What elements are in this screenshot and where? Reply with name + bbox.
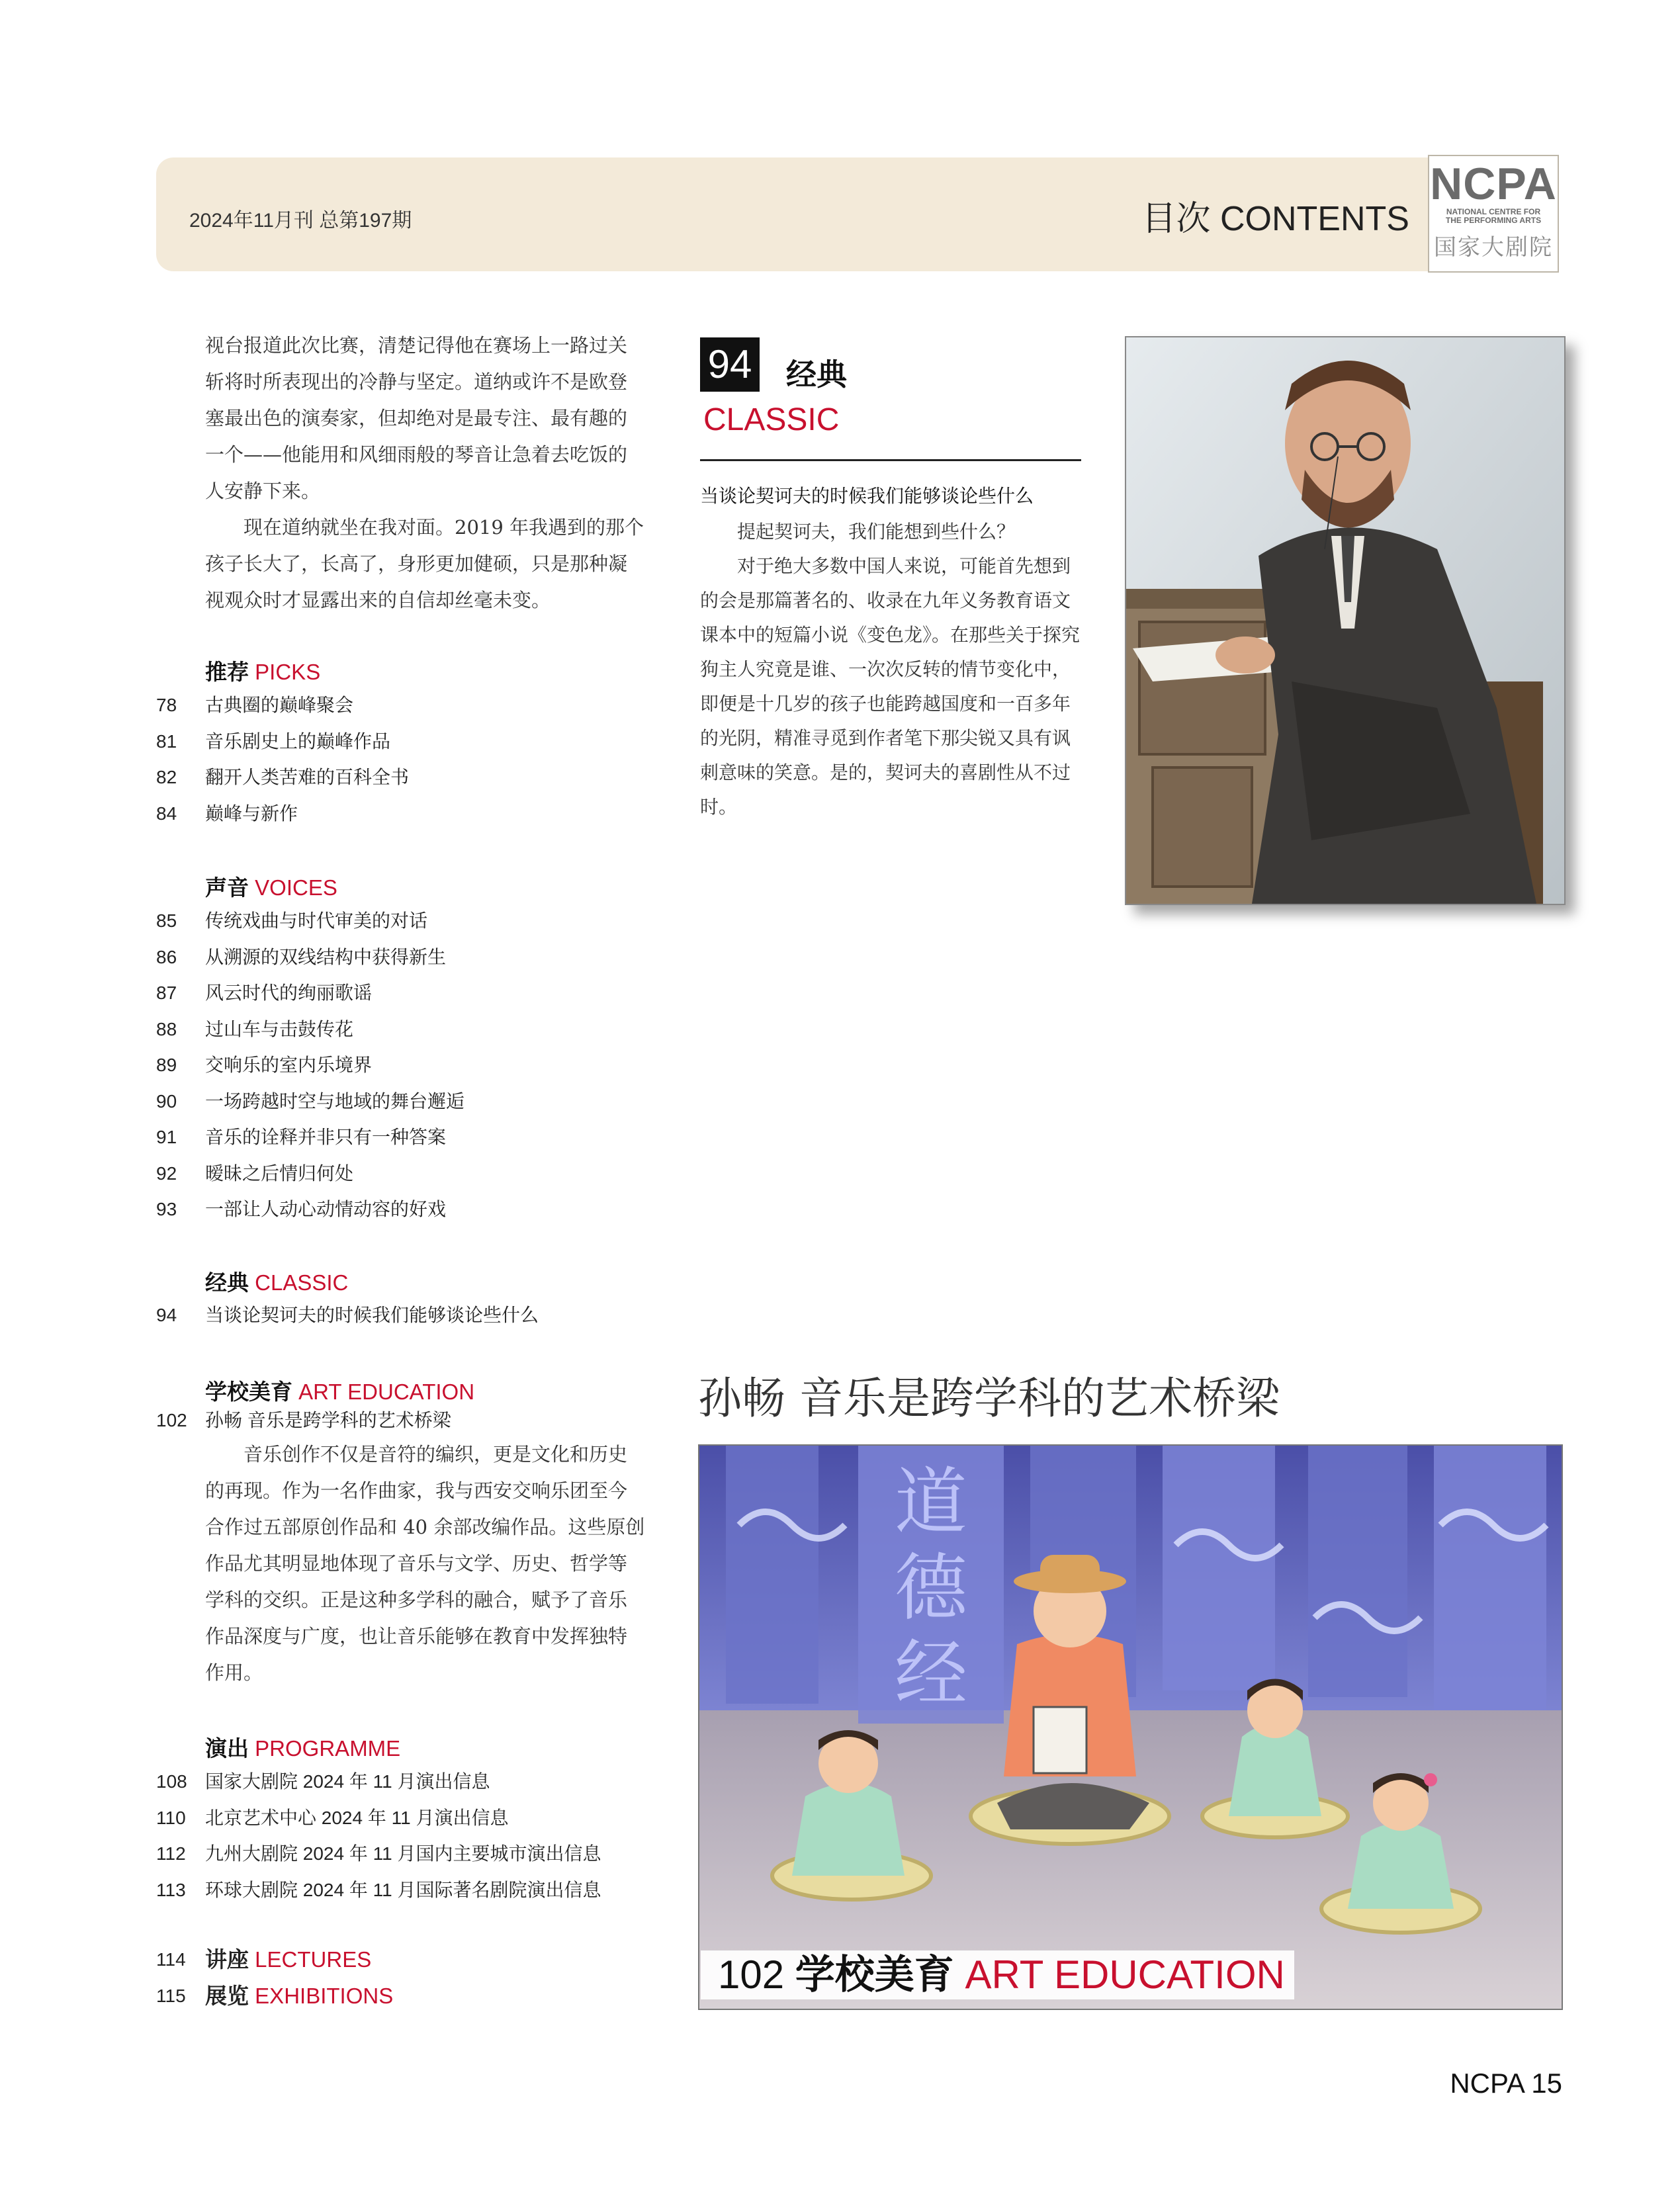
toc-item[interactable]	[156, 1119, 464, 1156]
section-heading-voices	[205, 871, 337, 902]
toc-item-exhibitions[interactable]	[156, 1978, 393, 2014]
intro-paragraph-1: 视台报道此次比赛，清楚记得他在赛场上一路过关斩将时所表现出的冷静与坚定。道纳或许不是欧登塞最出色的演奏家，但却绝对是最专注、最有趣的一个——他能用和风细雨般的琴音让急着去吃饭的人安静下来。	[205, 334, 628, 502]
toc-item[interactable]	[156, 1047, 464, 1084]
classic-article-title[interactable]: 当谈论契诃夫的时候我们能够谈论些什么	[700, 486, 1034, 506]
item-title: 一部让人动心动情动容的好戏	[205, 1199, 447, 1219]
toc-list-voices	[156, 903, 464, 1228]
logo-en-line2: THE PERFORMING ARTS	[1445, 216, 1542, 225]
section-en: ART EDUCATION	[298, 1379, 475, 1404]
toc-item[interactable]	[156, 687, 409, 724]
item-title: 翻开人类苦难的百科全书	[205, 767, 410, 787]
item-title: 孙畅 音乐是跨学科的艺术桥梁	[205, 1410, 451, 1430]
toc-item[interactable]	[156, 1192, 464, 1228]
intro-text	[205, 328, 646, 619]
item-title: 传统戏曲与时代审美的对话	[205, 910, 428, 931]
scroll-char: 德	[895, 1546, 967, 1630]
item-title: 从溯源的双线结构中获得新生	[205, 946, 447, 967]
item-title: 一场跨越时空与地域的舞台邂逅	[205, 1090, 465, 1112]
page-number: 85	[156, 910, 177, 931]
section-en: VOICES	[255, 875, 337, 900]
banner-page-number: 102	[718, 1952, 785, 1997]
page-number: 91	[156, 1127, 177, 1147]
intro-paragraph-2: 现在道纳就坐在我对面。2019 年我遇到的那个孩子长大了，长高了，身形更加健硕，只是那种凝视观众时才显露出来的自信却丝毫未变。	[205, 516, 644, 611]
section-heading-programme	[205, 1731, 400, 1763]
section-cn: 声音	[205, 875, 249, 900]
page-number: 88	[156, 1018, 177, 1039]
page-number: 89	[156, 1055, 177, 1075]
item-title: 九州大剧院 2024 年 11 月国内主要城市演出信息	[205, 1843, 601, 1864]
toc-item[interactable]	[156, 975, 464, 1012]
section-cn: 推荐	[205, 660, 249, 684]
toc-item[interactable]	[156, 796, 409, 832]
classic-article-text	[700, 515, 1081, 824]
item-title: 环球大剧院 2024 年 11 月国际著名剧院演出信息	[205, 1879, 601, 1900]
page-number: 84	[156, 803, 177, 824]
toc-item[interactable]	[156, 1403, 451, 1439]
classic-en-heading: CLASSIC	[703, 402, 840, 437]
toc-item[interactable]	[156, 1872, 601, 1909]
scroll-char: 道	[895, 1460, 967, 1544]
section-cn: 演出	[205, 1736, 249, 1761]
section-cn: 展览	[205, 1984, 249, 2008]
logo-wordmark: NCPA	[1430, 159, 1557, 209]
page-number: 110	[156, 1807, 186, 1828]
item-title: 当谈论契诃夫的时候我们能够谈论些什么	[205, 1305, 539, 1325]
page-number: 92	[156, 1162, 177, 1184]
page-number: 94	[156, 1305, 177, 1325]
item-title: 北京艺术中心 2024 年 11 月演出信息	[205, 1807, 509, 1828]
toc-item[interactable]	[156, 760, 409, 796]
art-education-banner	[701, 1950, 1294, 1999]
toc-list-programme	[156, 1764, 601, 1908]
divider	[700, 459, 1081, 461]
toc-item[interactable]	[156, 1297, 539, 1334]
page-title: 目次 CONTENTS	[1141, 200, 1409, 238]
issue-info: 2024年11月刊 总第197期	[189, 210, 412, 232]
section-heading-picks	[205, 655, 320, 686]
section-cn: 讲座	[205, 1947, 249, 1972]
page-number: 112	[156, 1843, 186, 1864]
art-education-description	[205, 1436, 646, 1691]
toc-list-classic	[156, 1297, 539, 1334]
classic-paragraph-1: 提起契诃夫，我们能想到些什么？	[737, 521, 1016, 543]
item-title: 国家大剧院 2024 年 11 月演出信息	[205, 1771, 490, 1792]
page-number: 86	[156, 946, 177, 967]
page-number: 93	[156, 1199, 177, 1219]
chekhov-portrait-image[interactable]	[1125, 336, 1566, 905]
portrait-illustration	[1126, 337, 1564, 904]
classic-paragraph-2: 对于绝大多数中国人来说，可能首先想到的会是那篇著名的、收录在九年义务教育语文课本中的短篇小说《变色龙》。在那些关于探究狗主人究竟是谁、一次次反转的情节变化中，即便是十几岁的孩子也能跨越国度和一百多年的光阴，精准寻觅到作者笔下那尖锐又具有讽刺意味的笑意。是的，契诃夫的喜剧性从不过时。	[700, 555, 1081, 818]
toc-item[interactable]	[156, 1012, 464, 1048]
header-band	[156, 157, 1558, 271]
classic-cn-heading: 经典	[786, 357, 847, 392]
footer-brand: NCPA	[1450, 2068, 1524, 2099]
item-title: 暧昧之后情归何处	[205, 1162, 354, 1184]
scroll-char: 经	[895, 1632, 967, 1716]
toc-item[interactable]	[156, 1084, 464, 1120]
page-number: 82	[156, 767, 177, 787]
section-en: PROGRAMME	[255, 1736, 401, 1761]
section-en: CLASSIC	[255, 1270, 349, 1295]
toc-item-lectures[interactable]	[156, 1941, 393, 1978]
toc-item[interactable]	[156, 940, 464, 976]
classroom-illustration	[699, 1446, 1563, 2010]
ncpa-logo	[1428, 155, 1559, 273]
item-title: 巅峰与新作	[205, 803, 298, 824]
item-title: 交响乐的室内乐境界	[205, 1055, 373, 1075]
page-footer	[1450, 2068, 1562, 2099]
classic-page-number: 94	[700, 337, 760, 392]
art-education-heading[interactable]: 孙畅 音乐是跨学科的艺术桥梁	[698, 1373, 1280, 1424]
toc-list-picks	[156, 687, 409, 832]
toc-item[interactable]	[156, 1764, 601, 1800]
section-cn: 学校美育	[205, 1379, 292, 1404]
toc-list-extras	[156, 1941, 393, 2014]
art-education-illustration[interactable]	[698, 1444, 1563, 2010]
page-number: 90	[156, 1090, 177, 1112]
banner-cn: 学校美育	[795, 1952, 954, 1997]
item-title: 音乐剧史上的巅峰作品	[205, 730, 391, 752]
section-heading-classic	[205, 1266, 348, 1297]
toc-item[interactable]	[156, 1836, 601, 1872]
section-en: EXHIBITIONS	[255, 1984, 394, 2008]
section-cn: 经典	[205, 1270, 249, 1295]
page-number: 113	[156, 1879, 186, 1900]
logo-cn: 国家大剧院	[1434, 234, 1553, 261]
section-en: LECTURES	[255, 1947, 372, 1972]
section-heading-art-education	[205, 1375, 474, 1406]
scroll-characters	[858, 1459, 1004, 1717]
toc-list-art-education	[156, 1403, 451, 1439]
toc-item[interactable]	[156, 724, 409, 760]
page-number: 115	[156, 1986, 186, 2006]
page-number: 87	[156, 983, 177, 1003]
page-number: 15	[1531, 2068, 1562, 2099]
toc-item[interactable]	[156, 1800, 601, 1837]
page-number: 78	[156, 695, 177, 715]
section-en: PICKS	[255, 660, 321, 684]
page-number: 108	[156, 1771, 187, 1792]
logo-en-line1: NATIONAL CENTRE FOR	[1446, 207, 1541, 216]
toc-item[interactable]	[156, 903, 464, 940]
banner-en: ART EDUCATION	[965, 1952, 1285, 1997]
toc-item[interactable]	[156, 1156, 464, 1192]
item-title: 过山车与击鼓传花	[205, 1018, 354, 1039]
item-title: 音乐的诠释并非只有一种答案	[205, 1127, 447, 1147]
description-paragraph: 音乐创作不仅是音符的编织，更是文化和历史的再现。作为一名作曲家，我与西安交响乐团至今合作过五部原创作品和 40 余部改编作品。这些原创作品尤其明显地体现了音乐与文学、历史、哲学等学科的交织。正是这种多学科的融合，赋予了音乐作品深度与广度，也让音乐能够在教育中发挥独特作用。	[205, 1443, 645, 1684]
page-number: 114	[156, 1949, 186, 1970]
page-number: 102	[156, 1410, 187, 1430]
item-title: 风云时代的绚丽歌谣	[205, 983, 373, 1003]
page-number: 81	[156, 730, 177, 752]
item-title: 古典圈的巅峰聚会	[205, 695, 354, 715]
